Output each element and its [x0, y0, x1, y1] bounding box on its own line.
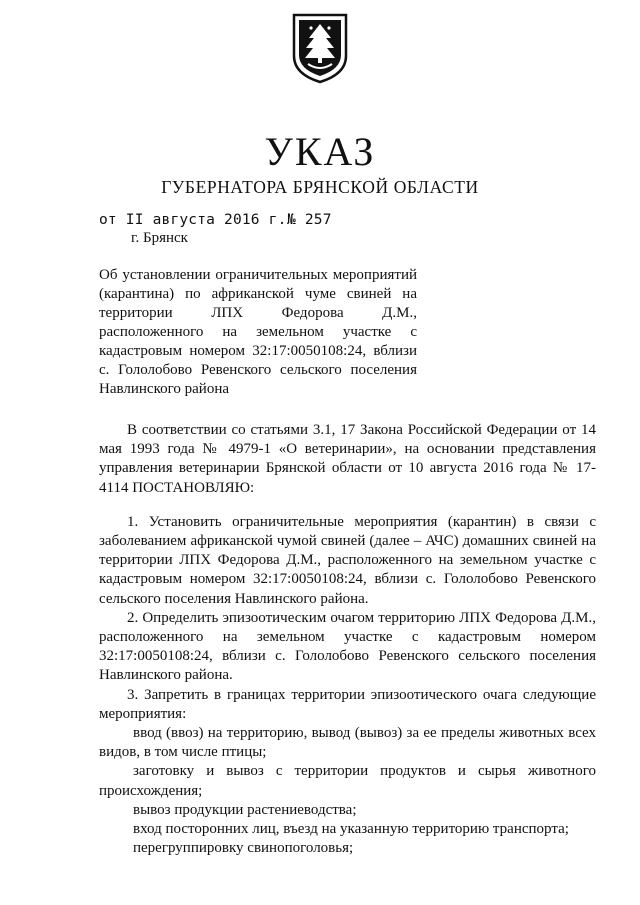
date-line — [99, 212, 332, 228]
restriction-item: ввод (ввоз) на территорию, вывод (вывоз) за ее пределы животных всех видов, в том числе птицы; — [99, 725, 596, 761]
decree-subject: Об установлении ограничительных мероприятий (карантина) по африканской чуме свиней на территории ЛПХ Федорова Д.М., расположенного на земельном участке с кадастровым номером 32:17:0050108:24, вблизи с. Гололобово Ревенского сельского поселения Навлинского района — [99, 267, 417, 397]
decree-date: от II августа 2016 г. — [99, 212, 287, 228]
preamble-paragraph: В соответствии со статьями 3.1, 17 Закона Российской Федерации от 14 мая 1993 года № 4979-1 «О ветеринарии», на основании представления управления ветеринарии Брянской области от 10 августа 2016 года № 17-4114 ПОСТАНОВЛЯЮ: — [99, 422, 596, 496]
coat-of-arms-icon — [291, 12, 349, 84]
restriction-item: заготовку и вывоз с территории продуктов и сырья животного происхождения; — [99, 763, 596, 799]
point-paragraph: 3. Запретить в границах территории эпизоотического очага следующие мероприятия: — [99, 686, 596, 722]
point-paragraph: 1. Установить ограничительные мероприятия (карантин) в связи с заболеванием африканской чумой свиней (далее – АЧС) домашних свиней на территории ЛПХ Федорова Д.М., расположенного на земельном участке с кадастровым номером 32:17:0050108:24, вблизи с. Гололобово Ревенского сельского поселения Навлинского района. — [99, 513, 596, 607]
decree-number: № 257 — [287, 212, 332, 228]
point-paragraph: 2. Определить эпизоотическим очагом территорию ЛПХ Федорова Д.М., расположенного на земельном участке с кадастровым номером 32:17:0050108:24, вблизи с. Гололобово Ревенского сельского поселения Навлинского района. — [99, 609, 596, 684]
document-subtitle: ГУБЕРНАТОРА БРЯНСКОЙ ОБЛАСТИ — [161, 177, 479, 197]
decree-city: г. Брянск — [131, 230, 188, 246]
restriction-item: вход посторонних лиц, въезд на указанную территорию транспорта; — [133, 821, 569, 838]
restriction-item: вывоз продукции растениеводства; — [133, 801, 357, 818]
decree-body — [99, 421, 596, 858]
restriction-item: перегруппировку свинопоголовья; — [133, 840, 354, 857]
document-title: УКАЗ — [264, 129, 376, 174]
